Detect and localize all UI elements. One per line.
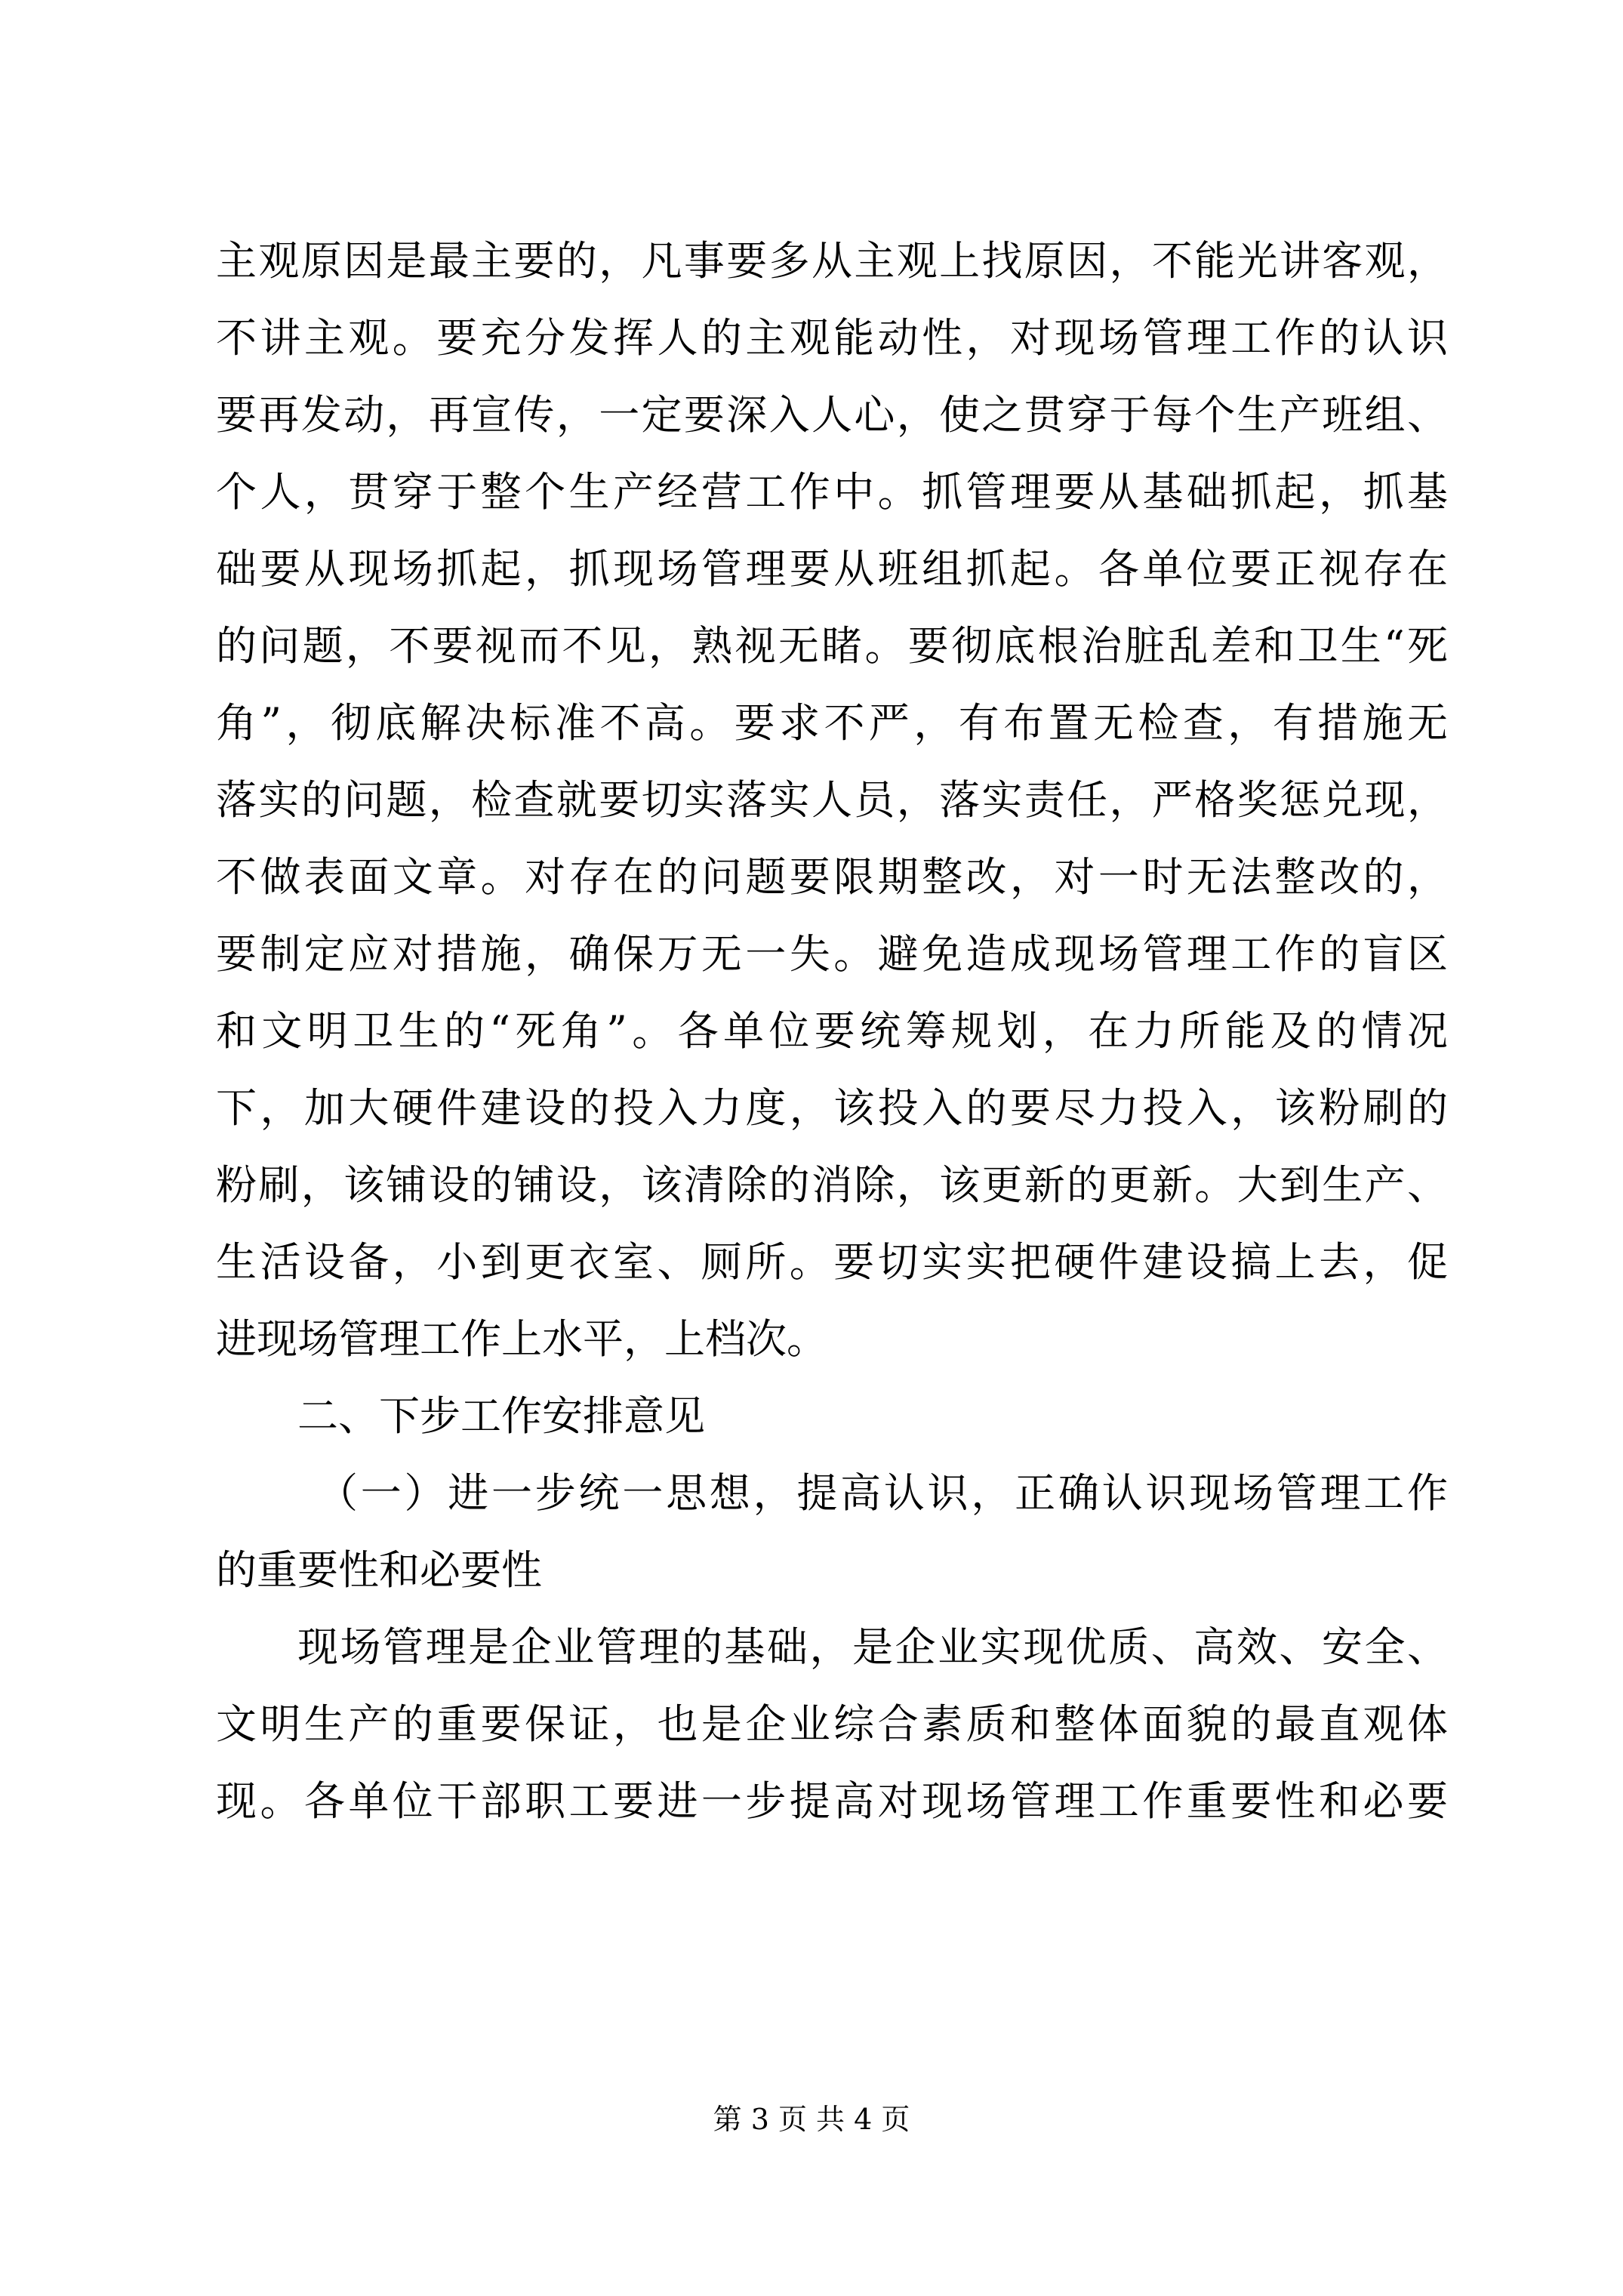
body-line: 和文明卫生的“死角”。各单位要统筹规划，在力所能及的情况 [216, 1007, 1448, 1055]
body-line: 落实的问题，检查就要切实落实人员，落实责任，严格奖惩兑现， [216, 776, 1448, 824]
body-line: 的问题，不要视而不见，熟视无睹。要彻底根治脏乱差和卫生“死 [216, 622, 1448, 670]
body-line: 下，加大硬件建设的投入力度，该投入的要尽力投入，该粉刷的 [216, 1084, 1448, 1132]
body-line: 不做表面文章。对存在的问题要限期整改，对一时无法整改的， [216, 853, 1448, 901]
body-line: 础要从现场抓起，抓现场管理要从班组抓起。各单位要正视存在 [216, 545, 1448, 593]
subsection-heading-continued: 的重要性和必要性 [216, 1546, 542, 1594]
section-heading: 二、下步工作安排意见 [297, 1392, 705, 1440]
body-line: 现。各单位干部职工要进一步提高对现场管理工作重要性和必要 [216, 1777, 1448, 1825]
document-body [216, 223, 1448, 1840]
body-line: 现场管理是企业管理的基础，是企业实现优质、高效、安全、 [297, 1623, 1448, 1671]
body-line: 不讲主观。要充分发挥人的主观能动性，对现场管理工作的认识 [216, 314, 1448, 362]
body-line: 粉刷，该铺设的铺设，该清除的消除，该更新的更新。大到生产、 [216, 1161, 1448, 1209]
subsection-heading: （一）进一步统一思想，提高认识，正确认识现场管理工作 [317, 1469, 1448, 1517]
body-line: 生活设备，小到更衣室、厕所。要切实实把硬件建设搞上去，促 [216, 1238, 1448, 1286]
body-line: 文明生产的重要保证，也是企业综合素质和整体面貌的最直观体 [216, 1700, 1448, 1748]
body-line: 要再发动，再宣传，一定要深入人心，使之贯穿于每个生产班组、 [216, 391, 1448, 439]
body-line: 主观原因是最主要的，凡事要多从主观上找原因，不能光讲客观， [216, 237, 1448, 285]
body-line: 个人，贯穿于整个生产经营工作中。抓管理要从基础抓起，抓基 [216, 468, 1448, 516]
body-line: 进现场管理工作上水平，上档次。 [216, 1315, 827, 1363]
page-number: 第 3 页 共 4 页 [713, 2103, 910, 2136]
body-line: 角”，彻底解决标准不高。要求不严，有布置无检查，有措施无 [216, 699, 1448, 747]
body-line: 要制定应对措施，确保万无一失。避免造成现场管理工作的盲区 [216, 930, 1448, 978]
